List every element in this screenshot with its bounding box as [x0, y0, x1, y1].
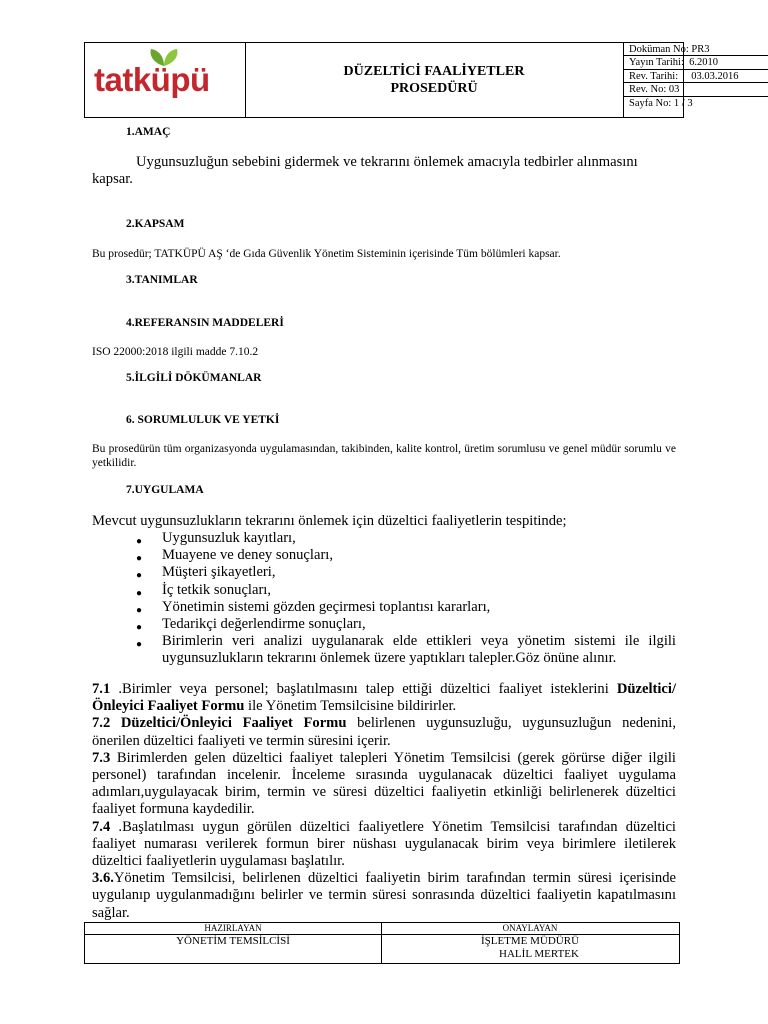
company-logo: tatküpü — [94, 61, 210, 98]
paragraph-text: Yönetim Temsilcisi, belirlenen düzeltici faaliyetin birim tarafından termin süresi içerisinde uygulanıp uygulanmadığını belirler ve termin süresi sonrasında düzeltici faaliyetin kapatılmasını sağlar. — [92, 870, 676, 921]
list-item: ● Muayene ve deney sonuçları, — [136, 547, 676, 564]
list-item: ● Birimlerin veri analizi uygulanarak elde ettikleri veya yönetim sistemi ile ilgili uygunsuzlukların tekrarını önlemek üzere yaptıkları talepler.Göz önüne alınır. — [136, 633, 676, 667]
list-item: ● Uygunsuzluk kayıtları, — [136, 530, 676, 547]
numbered-paragraphs — [92, 681, 676, 922]
paragraph-7-4 — [92, 819, 676, 871]
document-meta — [624, 43, 768, 117]
paragraph-text: Birimlerden gelen düzeltici faaliyet talepleri Yönetim Temsilcisi (gerek görürse diğer ilgili personel) tarafından incelenir. İnceleme sırasında uygulanacak düzeltici faaliyet uygulama adımları,uygulayacak birim, termin ve süresi düzeltici faaliyetin etkinliği belirlenerek düzeltici faaliyet formuna kaydedilir. — [92, 749, 676, 818]
paragraph-text: .Başlatılması uygun görülen düzeltici faaliyetlere Yönetim Temsilcisi tarafından düzeltici faaliyet numarası verilerek formun birer nüshası uygulanacak birim veya birimlere iletilerek düzeltici faaliyetlerin uygulaması başlatılır. — [92, 818, 676, 870]
paragraph-text: .Birimler veya personel; başlatılmasını talep ettiği düzeltici faaliyet isteklerini — [110, 681, 617, 697]
section-scope-text: Bu prosedür; TATKÜPÜ AŞ ‘de Gıda Güvenlik Yönetim Sisteminin içerisinde Tüm bölümleri kapsar. — [92, 248, 561, 260]
list-item: ● İç tetkik sonuçları, — [136, 582, 676, 599]
section-scope-title: 2.KAPSAM — [126, 218, 185, 230]
section-purpose-title: 1.AMAÇ — [126, 126, 171, 138]
application-source-list — [136, 530, 676, 668]
section-purpose-text: Uygunsuzluğun sebebini gidermek ve tekrarını önlemek amacıyla tedbirler alınmasını kapsar. — [92, 154, 638, 188]
prepared-column — [85, 923, 382, 963]
title-line-2: PROSEDÜRÜ — [390, 81, 478, 96]
document-header — [84, 42, 739, 118]
paragraph-number: 7.1 — [92, 681, 111, 697]
section-responsibility-title: 6. SORUMLULUK VE YETKİ — [126, 414, 280, 426]
meta-publish-date: Yayın Tarihi: 6.2010 — [624, 56, 768, 69]
prepared-by: YÖNETİM TEMSİLCİSİ — [176, 935, 290, 947]
paragraph-3-6 — [92, 870, 676, 922]
paragraph-number: 7.3 — [92, 749, 111, 766]
meta-revision-no: Rev. No: 03 — [624, 83, 768, 96]
application-intro: Mevcut uygunsuzlukların tekrarını önlemek için düzeltici faaliyetlerin tespitinde; — [92, 513, 567, 529]
paragraph-text: belirlenen uygunsuzluğu, uygunsuzluğun nedenini, önerilen düzeltici faaliyeti ve termin süresini içerir. — [92, 715, 676, 749]
meta-page-no: Sayfa No: 1 / 3 — [629, 97, 693, 109]
approved-role: İŞLETME MÜDÜRÜ — [480, 935, 580, 947]
approved-column — [381, 923, 679, 963]
paragraph-number: 3.6. — [92, 870, 114, 887]
section-references-title: 4.REFERANSIN MADDELERİ — [126, 317, 284, 329]
section-documents-title: 5.İLGİLİ DÖKÜMANLAR — [126, 372, 262, 384]
list-item: ● Müşteri şikayetleri, — [136, 564, 676, 581]
section-definitions-title: 3.TANIMLAR — [126, 274, 198, 286]
paragraph-7-2 — [92, 715, 676, 749]
paragraph-number: 7.4 — [92, 818, 111, 835]
meta-revision-date: Rev. Tarihi: 03.03.2016 — [624, 70, 768, 83]
logo-cell — [85, 43, 246, 117]
list-item: ● Tedarikçi değerlendirme sonuçları, — [136, 616, 676, 633]
section-references-text: ISO 22000:2018 ilgili madde 7.10.2 — [92, 346, 259, 358]
paragraph-number: 7.2 — [92, 715, 111, 732]
section-application-title: 7.UYGULAMA — [126, 484, 204, 496]
signature-table — [84, 922, 680, 964]
list-item: ● Yönetimin sistemi gözden geçirmesi toplantısı kararları, — [136, 599, 676, 616]
approved-name: HALİL MERTEK — [499, 948, 579, 960]
form-name: Düzeltici/Önleyici Faaliyet Formu — [110, 715, 347, 732]
section-responsibility-text: Bu prosedürün tüm organizasyonda uygulamasından, takibinden, kalite kontrol, üretim sorumlusu ve genel müdür sorumlu ve yetkilidir. — [92, 443, 676, 469]
paragraph-7-1 — [92, 681, 676, 715]
approved-label: ONAYLAYAN — [381, 923, 679, 935]
title-line-1: DÜZELTİCİ FAALİYETLER — [343, 64, 525, 79]
meta-document-no: Doküman No: PR3 — [624, 43, 768, 56]
document-title — [245, 43, 624, 117]
form-name: Düzeltici/Önleyici Faaliyet Formu — [92, 681, 676, 715]
paragraph-text: ile Yönetim Temsilcisine bildirirler. — [244, 698, 457, 715]
prepared-label: HAZIRLAYAN — [85, 923, 381, 935]
paragraph-7-3 — [92, 750, 676, 819]
